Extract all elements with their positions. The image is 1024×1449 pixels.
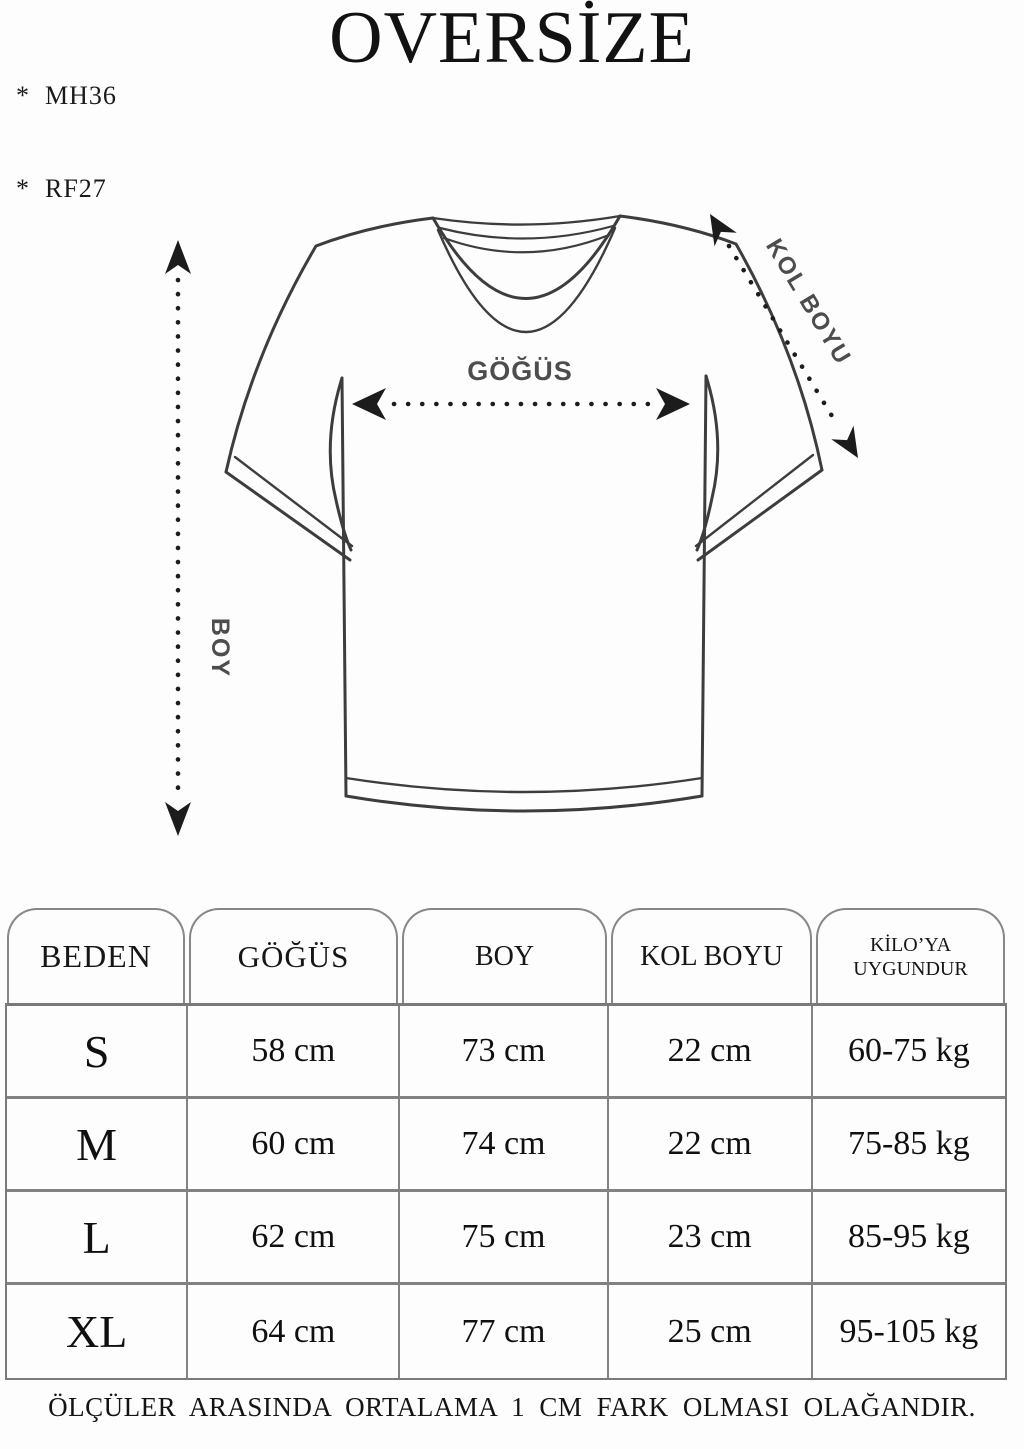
sleeve-measure-arrow	[710, 214, 858, 458]
size-table-header	[5, 908, 1007, 1003]
tshirt-left-underarm	[330, 378, 351, 550]
length-cell: 75 cm	[400, 1192, 608, 1285]
column-header-beden	[7, 908, 185, 1003]
tshirt-left-side	[342, 378, 346, 796]
sleeve-cell: 22 cm	[609, 1006, 813, 1099]
length-arrowhead-bottom	[165, 802, 191, 836]
size-table-body	[5, 1003, 1007, 1380]
column-header-gogus	[189, 908, 398, 1003]
size-cell: XL	[7, 1285, 188, 1378]
chest-cell: 58 cm	[188, 1006, 400, 1099]
chest-cell: 64 cm	[188, 1285, 400, 1378]
column-header-kilo	[816, 908, 1005, 1003]
weight-cell: 85-95 kg	[813, 1192, 1005, 1285]
size-table	[5, 908, 1007, 1380]
length-cell: 77 cm	[400, 1285, 608, 1378]
tshirt-right-cuff-outer	[698, 470, 822, 560]
sleeve-cell: 23 cm	[609, 1192, 813, 1285]
chest-label: GÖĞÜS	[467, 356, 573, 386]
column-header-label: BOY	[474, 940, 535, 972]
chest-measure-arrow	[352, 355, 690, 420]
length-cell: 74 cm	[400, 1099, 608, 1192]
page-title: OVERSİZE	[329, 0, 695, 79]
tshirt-hem-seam	[346, 778, 702, 792]
weight-cell: 75-85 kg	[813, 1099, 1005, 1192]
column-header-label: KİLO’YA UYGUNDUR	[853, 933, 968, 980]
size-cell: L	[7, 1192, 188, 1285]
tshirt-outline	[226, 216, 822, 811]
product-code-2: * RF27	[16, 174, 107, 203]
chest-arrowhead-left	[352, 388, 386, 420]
tshirt-right-cuff-inner	[696, 455, 813, 546]
tshirt-measurement-diagram	[0, 180, 1024, 890]
sleeve-arrowhead-bottom	[831, 426, 858, 458]
length-arrowhead-top	[165, 240, 191, 274]
tshirt-collar-neckline	[433, 216, 620, 299]
sleeve-cell: 25 cm	[609, 1285, 813, 1378]
chest-cell: 60 cm	[188, 1099, 400, 1192]
tshirt-right-side	[702, 376, 706, 796]
tshirt-collar-top	[433, 216, 620, 225]
sleeve-cell: 22 cm	[609, 1099, 813, 1192]
column-header-kol-boyu	[611, 908, 812, 1003]
column-header-label: BEDEN	[40, 938, 152, 974]
sleeve-label: KOL BOYU	[760, 234, 857, 371]
tshirt-right-underarm	[697, 376, 718, 550]
column-header-label: KOL BOYU	[640, 940, 783, 972]
tshirt-left-cuff-outer	[226, 472, 350, 560]
chest-cell: 62 cm	[188, 1192, 400, 1285]
footer-note: ÖLÇÜLER ARASINDA ORTALAMA 1 CM FARK OLMASI OLAĞANDIR.	[48, 1392, 976, 1422]
product-code-1: * MH36	[16, 81, 117, 110]
length-measure-arrow	[165, 240, 234, 836]
column-header-label: GÖĞÜS	[237, 938, 350, 974]
size-cell: M	[7, 1099, 188, 1192]
tshirt-hem-bottom	[346, 796, 702, 811]
tshirt-collar-rib-1	[440, 226, 613, 239]
length-label: BOY	[206, 617, 234, 679]
weight-cell: 95-105 kg	[839, 1312, 979, 1350]
chest-arrowhead-right	[656, 388, 690, 420]
length-cell: 73 cm	[400, 1006, 608, 1099]
size-cell: S	[7, 1006, 188, 1099]
column-header-boy	[402, 908, 607, 1003]
weight-cell: 60-75 kg	[813, 1006, 1005, 1099]
tshirt-left-cuff-inner	[235, 457, 352, 546]
